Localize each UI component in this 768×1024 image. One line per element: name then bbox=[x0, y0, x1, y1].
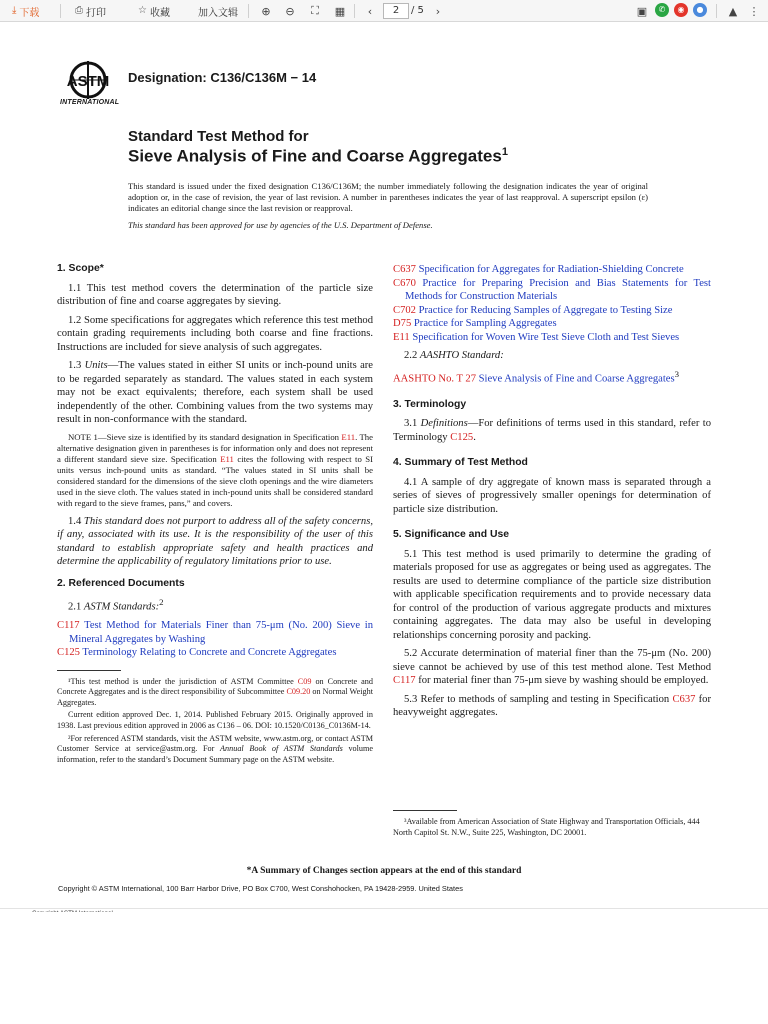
ref-title: Test Method for Materials Finer than 75-μm (No. 200) Sieve in Mineral Aggregates by Washing bbox=[69, 620, 373, 645]
designation: Designation: C136/C136M − 14 bbox=[128, 70, 317, 85]
para-text: —For definitions of terms used in this standard, refer to Terminology bbox=[393, 418, 711, 443]
more-vertical-icon: ⋮ bbox=[748, 4, 760, 18]
toolbar-divider bbox=[248, 4, 249, 18]
ref-code: C670 bbox=[393, 277, 416, 289]
note-text: cites the following with respect to SI units versus inch-pound units as standard. “The values stated in SI units shall be considered standard for the dimensions of the sieve cloth openings and the wire diameters used in the sieve cloth. The values stated in inch-pound units shall be considered standard with regard to the sieve frames, pans,” and covers. bbox=[57, 453, 373, 508]
ref-e11[interactable] bbox=[393, 331, 711, 345]
weibo-icon: ◉ bbox=[677, 5, 685, 14]
copyright-line: Copyright © ASTM International, 100 Barr Harbor Drive, PO Box C700, West Conshohocken, PA 19428-2959. United States bbox=[58, 884, 463, 893]
footnote-divider bbox=[393, 810, 457, 811]
summary-of-changes-note: *A Summary of Changes section appears at the end of this standard bbox=[246, 866, 522, 876]
link-c09[interactable]: C09 bbox=[297, 676, 312, 686]
ref-title: Sieve Analysis of Fine and Coarse Aggregates bbox=[476, 373, 675, 385]
para-text: for material finer than 75-μm sieve by washing should be employed. bbox=[415, 675, 709, 687]
section-3-heading: 3. Terminology bbox=[393, 398, 467, 410]
link-e11[interactable]: E11 bbox=[220, 453, 234, 464]
title-line-1: Standard Test Method for bbox=[128, 128, 309, 145]
footnote-2 bbox=[57, 734, 373, 766]
ref-aashto-t27[interactable] bbox=[393, 368, 711, 386]
para-text: for heavyweight aggregates. bbox=[393, 693, 711, 719]
ref-title: Practice for Sampling Aggregates bbox=[411, 318, 557, 329]
note-text: NOTE 1—Sieve size is identified by its standard designation in Specification bbox=[68, 431, 342, 442]
ref-c117[interactable] bbox=[57, 619, 373, 646]
right-column bbox=[393, 254, 711, 725]
page-number-input[interactable]: 2 bbox=[383, 3, 409, 19]
link-c637[interactable]: C637 bbox=[672, 693, 696, 705]
favorite-label: 收藏 bbox=[149, 7, 170, 19]
ref-code: D75 bbox=[393, 318, 412, 329]
ref-code: C117 bbox=[57, 620, 80, 632]
left-column bbox=[57, 254, 373, 767]
link-c117[interactable]: C117 bbox=[393, 675, 416, 687]
para-text: 5.2 Accurate determination of material finer than the 75-μm (No. 200) sieve cannot be achieved by use of this test method alone. Test Method bbox=[393, 648, 711, 673]
footnote-1-edition: Current edition approved Dec. 1, 2014. Published February 2015. Originally approved in 1938. Last previous edition approved in 2006 as C136 – 06. DOI: 10.1520/C0136_C0136M-14. bbox=[57, 710, 373, 730]
ref-d75[interactable] bbox=[393, 317, 711, 331]
ref-c125[interactable] bbox=[57, 646, 373, 660]
fn-italic: Annual Book of ASTM Standards bbox=[220, 744, 343, 754]
ref-title: Terminology Relating to Concrete and Concrete Aggregates bbox=[79, 647, 337, 659]
download-icon: ⤓ bbox=[12, 5, 17, 16]
section-1-heading: 1. Scope* bbox=[57, 263, 104, 274]
qq-icon: ● bbox=[696, 5, 704, 14]
more-button[interactable] bbox=[746, 3, 762, 19]
ref-title: Specification for Woven Wire Test Sieve Cloth and Test Sieves bbox=[409, 331, 680, 343]
footnote-1 bbox=[57, 677, 373, 709]
para-text: This standard does not purport to address all of the safety concerns, if any, associated with its use. It is the responsibility of the user of this standard to establish appropriate safety and health practices and determine the applicability of regulatory limitations prior to use. bbox=[57, 515, 373, 567]
ref-code: E11 bbox=[393, 331, 410, 343]
ref-title: Specification for Aggregates for Radiation-Shielding Concrete bbox=[415, 264, 684, 275]
ref-title: Practice for Reducing Samples of Aggregate to Testing Size bbox=[415, 304, 673, 316]
wechat-icon: ✆ bbox=[658, 5, 666, 14]
ref-c670[interactable] bbox=[393, 277, 711, 304]
fn-text: on Concrete and Concrete Aggregates and is the direct responsibility of Subcommittee bbox=[57, 676, 373, 697]
paragraph-1-2: 1.2 Some specifications for aggregates which reference this test method contain grading requirements including both coarse and fine fractions. Instructions are included for sieve analysis of such aggregates. bbox=[57, 314, 373, 353]
fn-text: on Normal Weight Aggregates. bbox=[57, 687, 374, 707]
section-5-heading: 5. Significance and Use bbox=[393, 529, 510, 541]
bell-icon: ▲ bbox=[728, 4, 738, 18]
ref-c637[interactable] bbox=[393, 263, 711, 277]
fullscreen-button[interactable] bbox=[307, 3, 323, 19]
add-to-library-button[interactable] bbox=[198, 3, 238, 19]
star-icon: ☆ bbox=[138, 5, 147, 16]
spacer bbox=[393, 254, 711, 263]
zoom-in-icon: ⊕ bbox=[261, 4, 271, 18]
zoom-in-button[interactable] bbox=[258, 3, 274, 19]
next-page-button[interactable] bbox=[430, 3, 446, 19]
page-total: / 5 bbox=[411, 5, 424, 16]
prev-page-button[interactable] bbox=[362, 3, 378, 19]
favorite-button[interactable] bbox=[138, 3, 170, 19]
para-text: —The values stated in either SI units or inch-pound units are to be regarded separately as standard. The values stated in each system may not be exact equivalents; therefore, each system shall be used independently of the other. Combining values from the two systems may result in non-conformance with the standard. bbox=[57, 360, 374, 425]
add-library-label: 加入文辑 bbox=[198, 7, 238, 19]
ref-code: C125 bbox=[57, 647, 80, 659]
paragraph-4-1: 4.1 A sample of dry aggregate of known mass is separated through a series of sieves of progressively smaller openings for determination of particle size distribution. bbox=[393, 476, 711, 515]
toolbar-divider bbox=[60, 4, 61, 18]
document-page bbox=[0, 22, 768, 912]
print-label: 打印 bbox=[86, 7, 106, 19]
ref-c702[interactable] bbox=[393, 304, 711, 318]
section-4-heading: 4. Summary of Test Method bbox=[393, 457, 528, 469]
chevron-left-icon: ‹ bbox=[367, 4, 373, 18]
print-button[interactable] bbox=[75, 3, 106, 19]
download-label: 下载 bbox=[19, 7, 40, 19]
footnote-mark: 2 bbox=[159, 597, 164, 607]
grid-icon: ▦ bbox=[334, 4, 346, 18]
toolbar-divider bbox=[716, 4, 717, 18]
download-button[interactable] bbox=[12, 3, 39, 19]
para-num: 2.1 bbox=[68, 601, 84, 613]
para-text: 5.3 Refer to methods of sampling and testing in Specification bbox=[404, 693, 673, 705]
paragraph-5-2 bbox=[393, 647, 711, 688]
preamble-dod: This standard has been approved for use by agencies of the U.S. Department of Defense. bbox=[128, 220, 433, 230]
paragraph-1-1: 1.1 This test method covers the determination of the particle size distribution of fine and coarse aggregates by sieving. bbox=[57, 282, 373, 307]
paragraph-3-1: 3.1 Definitions—For definitions of terms used in this standard, refer to Terminology C125. bbox=[393, 418, 711, 443]
ref-code: AASHTO No. T 27 bbox=[393, 373, 476, 385]
link-e11[interactable]: E11 bbox=[341, 431, 356, 442]
note-1 bbox=[57, 432, 373, 509]
fn-text: volume information, refer to the standard’s Document Summary page on the ASTM website. bbox=[57, 744, 374, 764]
fn-text: ²For referenced ASTM standards, visit the ASTM website, www.astm.org, or contact ASTM Customer Service at service@astm.org. For bbox=[57, 733, 373, 754]
paragraph-1-4 bbox=[57, 515, 373, 569]
footnote-3: ³Available from American Association of State Highway and Transportation Officials, 444 North Capitol St. N.W., Suite 225, Washington, DC 20001. bbox=[393, 817, 700, 837]
paragraph-2-1 bbox=[57, 596, 373, 614]
screenshot-button[interactable] bbox=[634, 3, 650, 19]
viewer-toolbar bbox=[0, 0, 768, 22]
fn-text: ¹This test method is under the jurisdiction of ASTM Committee bbox=[68, 676, 298, 686]
ref-code: C702 bbox=[393, 304, 416, 316]
units-term: Units bbox=[84, 360, 108, 371]
svg-text:ASTM: ASTM bbox=[66, 73, 110, 90]
toolbar-divider bbox=[354, 4, 355, 18]
printer-icon: ⎙ bbox=[75, 5, 83, 16]
weibo-share-button[interactable] bbox=[674, 3, 688, 17]
zoom-out-button[interactable] bbox=[282, 3, 298, 19]
section-2-heading: 2. Referenced Documents bbox=[57, 577, 185, 589]
para-text: ASTM Standards: bbox=[83, 601, 160, 613]
logo-international-text: INTERNATIONAL bbox=[60, 99, 120, 106]
title-footnote-mark: 1 bbox=[501, 146, 508, 158]
link-c0920[interactable]: C09.20 bbox=[286, 687, 311, 697]
qq-share-button[interactable] bbox=[693, 3, 707, 17]
paragraph-5-1: 5.1 This test method is used primarily to determine the grading of materials proposed for use as aggregates or being used as aggregates. The results are used to determine compliance of the particle size distribution with applicable specification requirements and to provide necessary data for control of the production of various aggregate products and mixtures containing aggregates. The data may also be useful in developing relationships concerning porosity and packing. bbox=[393, 548, 711, 641]
title-text: Sieve Analysis of Fine and Coarse Aggregates bbox=[128, 146, 502, 166]
definitions-term: Definitions bbox=[420, 418, 468, 430]
link-c125[interactable]: C125 bbox=[450, 431, 474, 443]
para-text: AASHTO Standard: bbox=[419, 350, 504, 361]
wechat-share-button[interactable] bbox=[655, 3, 669, 17]
preamble: This standard is issued under the fixed designation C136/C136M; the number immediately following the designation indicates the year of original adoption or, in the case of revision, the year of last revision. A number in parentheses indicates the year of last reapproval. A superscript epsilon (ε) indicates an editorial change since the last revision or reapproval. bbox=[128, 181, 648, 213]
viewer-background bbox=[0, 912, 768, 1024]
para-num: 1.3 bbox=[68, 360, 85, 371]
paragraph-5-3 bbox=[393, 693, 711, 720]
zoom-out-icon: ⊖ bbox=[285, 4, 295, 18]
paragraph-1-3 bbox=[57, 359, 373, 427]
footnote-mark: 3 bbox=[674, 368, 680, 379]
title-line-2 bbox=[128, 146, 508, 167]
grid-view-button[interactable] bbox=[332, 3, 348, 19]
ref-title: Practice for Preparing Precision and Bias Statements for Test Methods for Construction Materials bbox=[405, 277, 711, 302]
ref-code: C637 bbox=[393, 264, 416, 275]
fullscreen-icon: ⛶ bbox=[311, 4, 319, 17]
footnote-divider bbox=[57, 670, 121, 671]
paragraph-2-2 bbox=[393, 349, 711, 363]
para-num: 3.1 bbox=[404, 418, 421, 430]
para-num: 2.2 bbox=[404, 350, 420, 361]
note-text: . The alternative designation given in parentheses is for information only and does not represent a different standard sieve size. Specification bbox=[57, 431, 373, 464]
para-num: 1.4 bbox=[68, 515, 84, 527]
screenshot-icon: ▣ bbox=[636, 4, 648, 18]
footnote-3-block bbox=[393, 810, 711, 840]
bell-button[interactable] bbox=[725, 3, 741, 19]
chevron-right-icon: › bbox=[435, 4, 441, 18]
